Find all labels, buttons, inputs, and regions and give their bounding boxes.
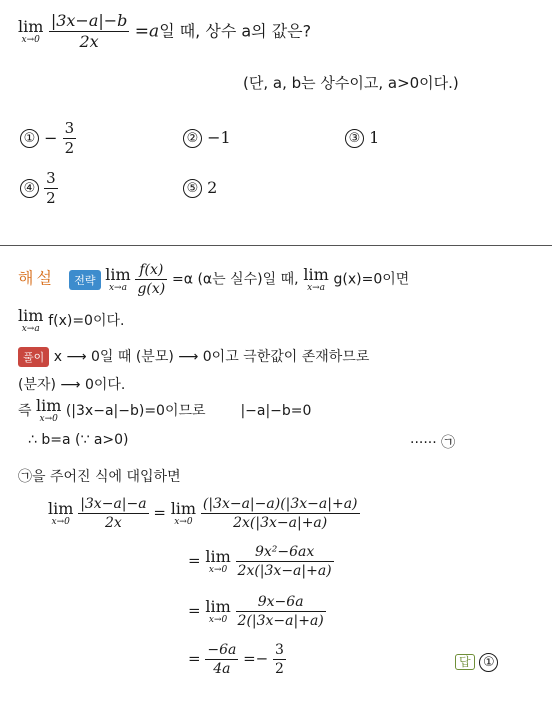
solve-badge: 풀이	[18, 347, 49, 367]
equation-row-2: = lim x→0 $\frac{\text{9x²−6ax}}{2x(|3x-a|+a)}$	[188, 544, 332, 580]
equation-row-1: lim x→0 $\frac{|3x-a|-a}{2x}$ = lim x→0 $\frac{(|3x-a|-a)(|3x-a|+a)}{2x(|3x-a|+a)}$	[48, 496, 358, 532]
solution-line-5: ㉠을 주어진 식에 대입하면	[18, 469, 181, 485]
problem-numerator: |3x−a|−b	[49, 12, 130, 32]
choice-5[interactable]: ⑤ 2	[183, 178, 217, 198]
problem-statement	[18, 12, 311, 52]
choice-2[interactable]: ② −1	[183, 128, 231, 148]
choice-1[interactable]: ① − $\frac{3}{2}$	[20, 120, 76, 158]
final-answer	[455, 652, 498, 672]
strategy-line-2: lim x→a f(x)=0이다.	[18, 306, 125, 334]
solution-line-4: ∴ b=a (∵ a>0)	[28, 432, 129, 448]
choice-4[interactable]: ④ $\frac{3}{2}$	[20, 170, 58, 208]
strategy-badge: 전략	[69, 270, 100, 290]
answer-value: ①	[479, 653, 498, 672]
section-divider	[0, 245, 552, 246]
problem-fraction	[49, 12, 130, 52]
answer-label: 답	[455, 654, 475, 670]
problem-equals: =a	[134, 21, 160, 42]
strategy-line: 해설 전략 lim x→a $\frac{f(x)}{g(x)}$ =α (α는 실수)일 때, lim x→a g(x)=0이면	[18, 262, 410, 298]
problem-question: 일 때, 상수 a의 값은?	[159, 21, 312, 41]
equation-tag: ······ ㉠	[410, 435, 456, 451]
equation-row-4: = $\frac{-6a}{4a}$ =− $\frac{3}{2}$	[188, 642, 284, 678]
solution-line-2: (분자) ⟶ 0이다.	[18, 377, 126, 393]
solution-line-3: 즉 lim x→0 (|3x−a|−b)=0이므로 |−a|−b=0	[18, 396, 312, 424]
solution-heading: 해설	[18, 268, 55, 288]
problem-denominator: 2x	[79, 32, 99, 52]
solution-line-1: 풀이 x ⟶ 0일 때 (분모) ⟶ 0이고 극한값이 존재하므로	[18, 346, 369, 367]
problem-condition: (단, a, b는 상수이고, a>0이다.)	[243, 74, 459, 92]
equation-row-3: = lim x→0 $\frac{9x-6a}{2(|3x-a|+a)}$	[188, 594, 324, 630]
limit-operator: lim x→0	[18, 16, 44, 45]
choice-3[interactable]: ③ 1	[345, 128, 379, 148]
